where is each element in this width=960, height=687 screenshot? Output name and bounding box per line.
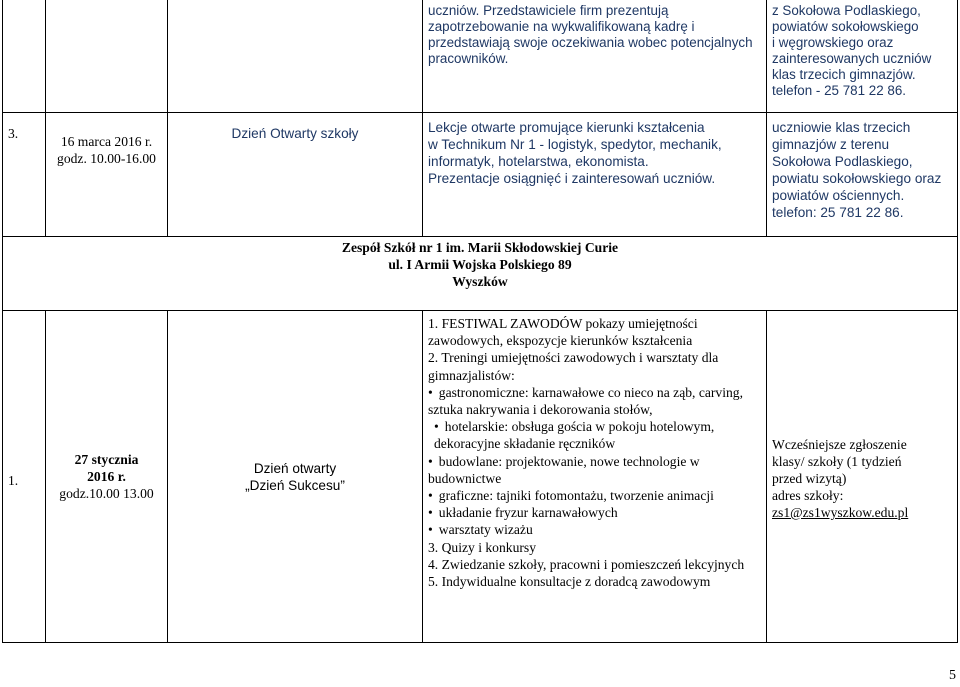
cell-date: [46, 311, 168, 643]
school-city: Wyszków: [452, 274, 508, 289]
cell-number: [3, 0, 46, 113]
event-subtitle: „Dzień Sukcesu”: [245, 477, 345, 493]
event-name: Dzień Otwarty szkoły: [231, 126, 359, 141]
event-date: 16 marca 2016 r.: [60, 134, 153, 149]
list-item: • hotelarskie: obsługa gościa w pokoju hotelowym, dekoracyjne składanie ręczników: [428, 418, 761, 452]
audience-line: klas trzecich gimnazjów.: [772, 67, 916, 82]
email-link[interactable]: zs1@zs1wyszkow.edu.pl: [772, 505, 909, 520]
cell-event: [168, 311, 423, 643]
program-item: 4. Zwiedzanie szkoły, pracowni i pomieszczeń lekcyjnych: [428, 556, 745, 572]
event-date: 27 stycznia: [74, 452, 139, 467]
row-number: 1.: [8, 473, 19, 488]
program-item: 3. Quizy i konkursy: [428, 539, 536, 555]
cell-audience: [767, 113, 958, 237]
audience-line: telefon - 25 781 22 86.: [772, 83, 907, 98]
cell-event: [168, 113, 423, 237]
cell-program: [423, 311, 767, 643]
program-item: 2. Treningi umiejętności zawodowych i warsztaty dla gimnazjalistów:: [428, 350, 719, 383]
cell-event: [168, 0, 423, 113]
audience-line: uczniowie klas trzecich: [772, 120, 911, 135]
audience-line: telefon: 25 781 22 86.: [772, 205, 904, 220]
school-header: [3, 237, 958, 311]
program-item: 5. Indywidualne konsultacje z doradcą zawodowym: [428, 574, 711, 590]
cell-program: [423, 113, 767, 237]
cell-program: [423, 0, 767, 113]
cell-number: [3, 311, 46, 643]
event-name: Dzień otwarty: [253, 460, 337, 476]
program-line: informatyk, hotelarstwa, ekonomista.: [428, 154, 649, 169]
audience-line: Wcześniejsze zgłoszenie: [772, 437, 907, 452]
cell-date: [46, 0, 168, 113]
cell-number: [3, 113, 46, 237]
list-item: • warsztaty wizażu: [428, 521, 761, 538]
audience-line: klasy/ szkoły (1 tydzień: [772, 454, 902, 469]
audience-line: zainteresowanych uczniów: [772, 51, 932, 66]
program-text: uczniów. Przedstawiciele firm prezentują zapotrzebowanie na wykwalifikowaną kadrę i przedstawiają swoje oczekiwania wobec potencjalnych pracowników.: [428, 3, 753, 66]
table-row: [3, 113, 958, 237]
list-item: • gastronomiczne: karnawałowe co nieco na ząb, carving, sztuka nakrywania i dekorowania stołów,: [428, 384, 761, 418]
program-line: w Technikum Nr 1 - logistyk, spedytor, mechanik,: [428, 137, 722, 152]
list-item: • układanie fryzur karnawałowych: [428, 504, 761, 521]
school-header-row: [3, 237, 958, 311]
cell-audience: [767, 311, 958, 643]
school-address: ul. I Armii Wojska Polskiego 89: [388, 257, 572, 272]
audience-line: powiatów ościennych.: [772, 188, 905, 203]
list-item: • graficzne: tajniki fotomontażu, tworzenie animacji: [428, 487, 761, 504]
audience-line: powiatów sokołowskiego: [772, 19, 919, 34]
school-name: Zespół Szkół nr 1 im. Marii Skłodowskiej Curie: [341, 240, 619, 255]
audience-line: powiatu sokołowskiego oraz: [772, 171, 942, 186]
schedule-table: [2, 0, 958, 643]
page-number: 5: [949, 668, 956, 683]
audience-line: przed wizytą): [772, 471, 847, 486]
cell-date: [46, 113, 168, 237]
event-time: godz. 10.00-16.00: [57, 151, 156, 166]
table-row: [3, 311, 958, 643]
list-item: • budowlane: projektowanie, nowe technologie w budownictwe: [428, 453, 761, 487]
cell-audience: [767, 0, 958, 113]
program-line: Lekcje otwarte promujące kierunki kształcenia: [428, 120, 705, 135]
audience-line: i węgrowskiego oraz: [772, 35, 894, 50]
workshop-list: [428, 384, 761, 539]
event-year: 2016 r.: [87, 469, 126, 484]
program-line: Prezentacje osiągnięć i zainteresowań uczniów.: [428, 171, 716, 186]
event-time: godz.10.00 13.00: [59, 486, 154, 501]
audience-line: adres szkoły:: [772, 488, 844, 503]
audience-line: Sokołowa Podlaskiego,: [772, 154, 913, 169]
program-item: 1. FESTIWAL ZAWODÓW pokazy umiejętności zawodowych, ekspozycje kierunków kształcenia: [428, 316, 698, 349]
row-number: 3.: [8, 126, 19, 141]
table-row: [3, 0, 958, 113]
audience-line: gimnazjów z terenu: [772, 137, 890, 152]
audience-line: z Sokołowa Podlaskiego,: [772, 3, 921, 18]
